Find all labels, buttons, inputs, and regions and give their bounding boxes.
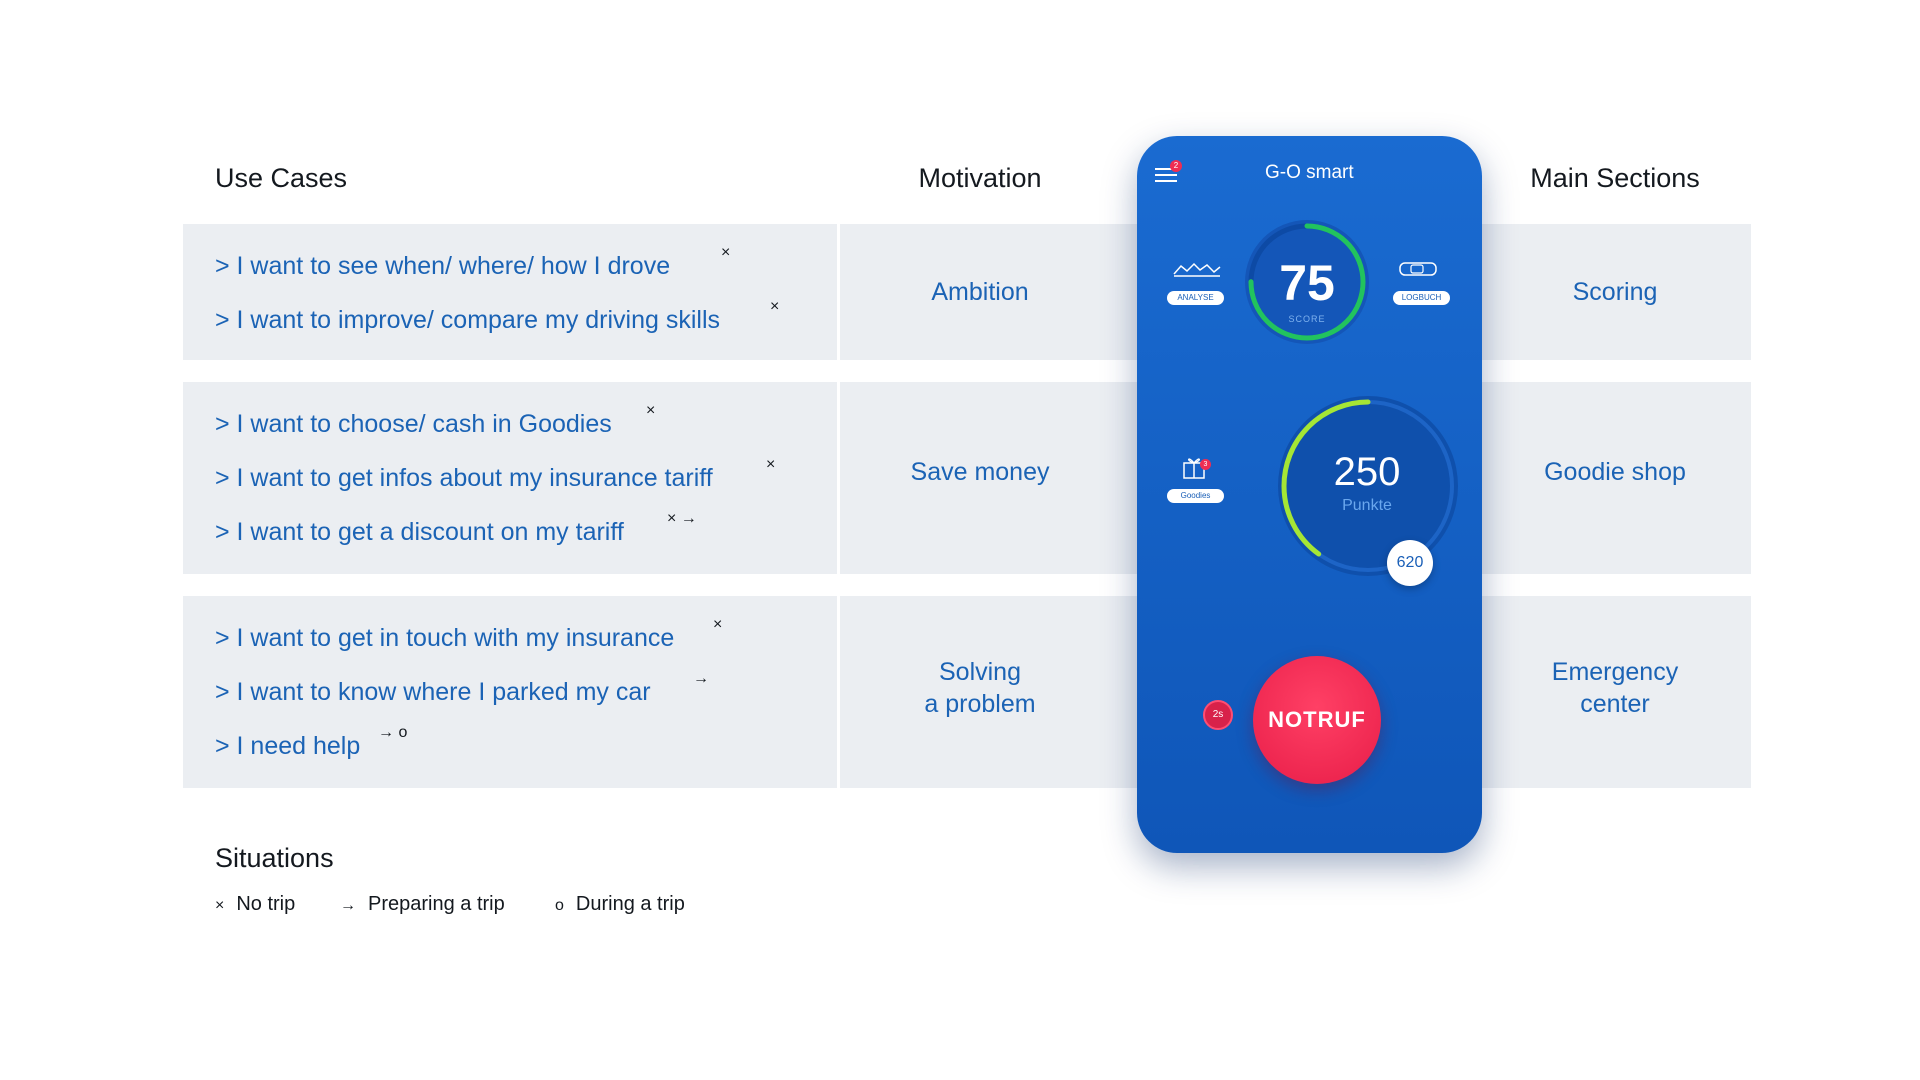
motivation-solving-a-problem [840, 656, 1120, 720]
logbuch-button[interactable]: LOGBUCH [1393, 291, 1450, 305]
use-case-text: > I want to get in touch with my insurance [215, 624, 675, 652]
app-logo: G-O smart [1265, 162, 1354, 183]
use-case-text: > I want to see when/ where/ how I drove [215, 252, 671, 280]
use-case-item [215, 670, 709, 707]
situation-marks: → o [378, 724, 408, 741]
section-line: Emergency [1551, 658, 1679, 686]
points-target-badge: 620 [1387, 540, 1433, 586]
timer-icon: 2s [1203, 700, 1233, 730]
situation-marks: × [713, 616, 723, 633]
legend-label: During a trip [575, 893, 685, 915]
use-case-text: > I want to get infos about my insurance tariff [215, 464, 713, 492]
phone-mockup [1137, 136, 1482, 853]
use-case-text: > I need help [215, 732, 361, 760]
use-case-item [215, 402, 656, 439]
score-value: 75 [1279, 255, 1335, 311]
use-case-text: > I want to know where I parked my car [215, 678, 651, 706]
legend-label: Preparing a trip [368, 893, 505, 915]
motivation-line: Solving [939, 658, 1021, 686]
analyse-chart-icon [1172, 260, 1222, 278]
use-case-item [215, 298, 780, 335]
section-scoring: Scoring [1572, 278, 1658, 306]
situation-marks: × [766, 456, 776, 473]
legend-item-during-trip [555, 893, 685, 916]
use-case-item [215, 456, 776, 493]
section-emergency-center [1475, 656, 1755, 720]
situation-marks: × [721, 244, 731, 261]
use-case-item [215, 510, 697, 547]
use-case-text: > I want to get a discount on my tariff [215, 518, 624, 546]
analyse-button[interactable]: ANALYSE [1167, 291, 1224, 305]
use-case-item [215, 244, 731, 281]
legend-item-no-trip [215, 893, 295, 916]
situation-marks: × [770, 298, 780, 315]
situations-title: Situations [215, 843, 334, 873]
use-case-item [215, 724, 408, 761]
situation-marks: × → [667, 510, 697, 527]
legend-item-preparing-trip [340, 893, 505, 916]
use-case-text: > I want to choose/ cash in Goodies [215, 410, 612, 438]
points-value: 250 [1333, 450, 1401, 494]
motivation-line: a problem [924, 690, 1036, 718]
no-trip-symbol: × [215, 897, 225, 914]
situation-marks: → [693, 670, 709, 687]
use-cases-header: Use Cases [215, 163, 348, 193]
main-sections-header: Main Sections [1530, 163, 1700, 193]
points-label: Punkte [1342, 497, 1392, 514]
use-case-item [215, 616, 723, 653]
use-case-text: > I want to improve/ compare my driving skills [215, 306, 721, 334]
logbook-car-icon [1398, 260, 1438, 278]
notruf-emergency-button[interactable]: NOTRUF [1253, 656, 1381, 784]
goodies-button[interactable]: Goodies [1167, 489, 1224, 503]
section-goodie-shop: Goodie shop [1544, 458, 1686, 486]
section-line: center [1580, 690, 1650, 718]
motivation-ambition: Ambition [931, 278, 1029, 306]
motivation-save-money: Save money [910, 458, 1050, 486]
notification-badge: 2 [1170, 160, 1182, 172]
legend-label: No trip [236, 893, 296, 915]
situation-marks: × [646, 402, 656, 419]
goodies-badge: 3 [1200, 459, 1211, 470]
preparing-trip-symbol: → [340, 897, 356, 914]
motivation-header: Motivation [918, 163, 1042, 193]
score-label: SCORE [1288, 314, 1326, 324]
during-trip-symbol: o [555, 897, 564, 914]
